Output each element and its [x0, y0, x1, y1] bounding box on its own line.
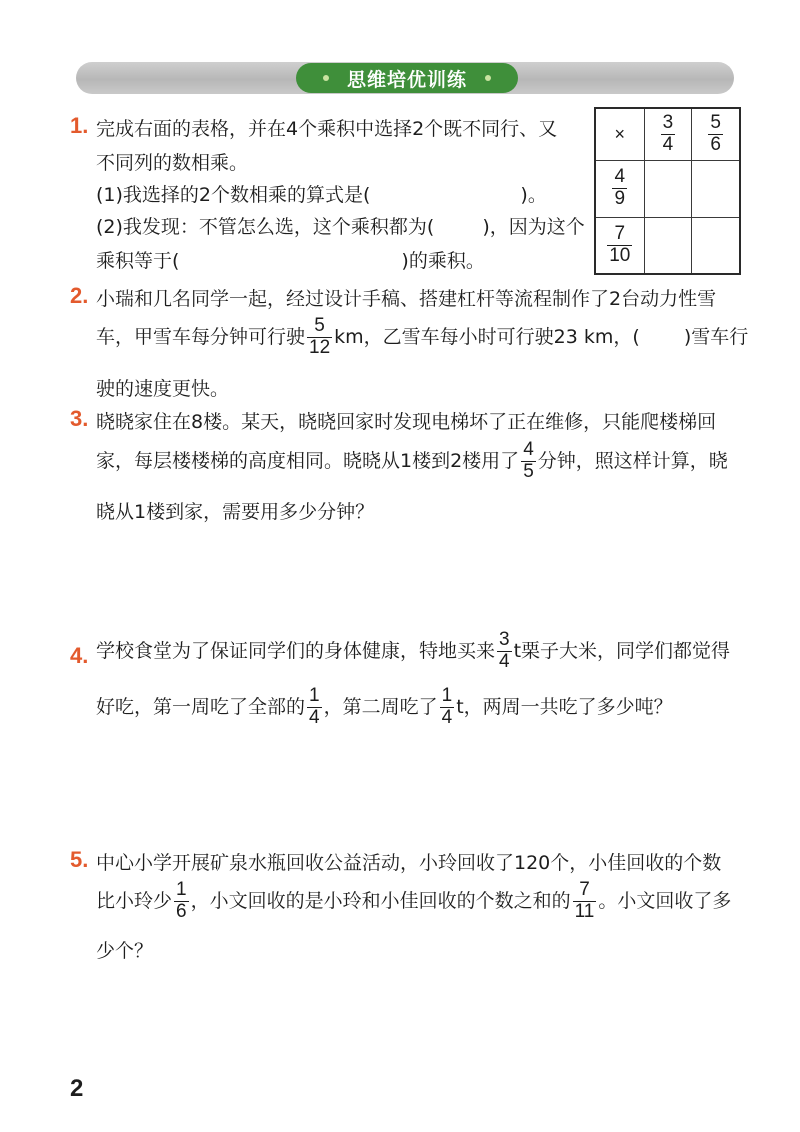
fraction-denominator: 5	[523, 460, 534, 482]
q4-line-1	[96, 630, 730, 673]
page-number: 2	[70, 1075, 84, 1102]
q4-line-2-end: t，两周一共吃了多少吨？	[456, 695, 673, 718]
table-row-header-2	[595, 217, 644, 274]
q5-line-3: 少个？	[96, 940, 154, 962]
q2-line-2-text: 车，甲雪车每分钟可行驶	[96, 325, 306, 348]
q1-sub-2	[96, 212, 585, 239]
fraction	[708, 113, 723, 156]
fraction-numerator: 7	[607, 224, 632, 246]
fraction	[174, 880, 189, 923]
fraction-numerator: 1	[441, 685, 453, 706]
q4-line-2-text: ，第二周吃了	[323, 695, 438, 718]
fraction-denominator: 10	[609, 244, 631, 266]
question-number: 5.	[70, 847, 89, 872]
q4-line-2	[96, 686, 673, 729]
q5-line-2-end: 。小文回收了多	[598, 889, 732, 912]
table-answer-cell[interactable]	[692, 217, 740, 274]
fraction-denominator: 6	[710, 133, 721, 155]
fraction-numerator: 5	[710, 111, 721, 133]
fraction	[612, 167, 627, 210]
fraction	[307, 686, 322, 729]
q1-sub-1-text: (1)我选择的2个数相乘的算式是(	[96, 184, 371, 206]
q4-line-2-text: 好吃，第一周吃了全部的	[96, 695, 306, 718]
fraction-denominator: 11	[574, 900, 595, 922]
section-title: 思维培优训练	[346, 68, 467, 91]
bullet-icon	[323, 75, 329, 81]
q2-line-2-text: km，乙雪车每小时可行驶23 km，(	[334, 325, 640, 348]
q1-sub-1	[96, 180, 547, 207]
bullet-icon	[485, 75, 491, 81]
fraction-denominator: 12	[309, 336, 331, 358]
q3-line-2-text: 家，每层楼楼梯的高度相同。晓晓从1楼到2楼用了	[96, 449, 520, 472]
q3-line-2	[96, 440, 728, 483]
fraction-numerator: 7	[573, 880, 597, 902]
table-row-header-1	[595, 160, 644, 217]
q3-line-2-end: 分钟，照这样计算，晓	[537, 449, 728, 472]
q4-line-1-text: 学校食堂为了保证同学们的身体健康，特地买来	[96, 639, 496, 662]
table-answer-cell[interactable]	[644, 217, 692, 274]
fraction	[573, 880, 597, 923]
fraction	[607, 224, 632, 267]
fraction-numerator: 5	[307, 316, 332, 338]
q1-sub-2-text: (2)我发现：不管怎么选，这个乘积都为(	[96, 216, 435, 238]
fraction	[661, 113, 676, 156]
fraction	[440, 686, 455, 729]
fraction-numerator: 3	[499, 629, 510, 650]
multiplication-table	[594, 107, 741, 275]
fraction-denominator: 9	[614, 188, 626, 209]
q5-line-2-text: ，小文回收的是小玲和小佳回收的个数之和的	[190, 889, 571, 912]
fraction	[497, 630, 512, 673]
table-answer-cell[interactable]	[644, 160, 692, 217]
fraction-denominator: 4	[441, 706, 453, 728]
table-corner: ×	[595, 108, 644, 160]
section-banner	[296, 63, 518, 93]
q3-line-1: 晓晓家住在8楼。某天，晓晓回家时发现电梯坏了正在维修，只能爬楼梯回	[96, 411, 717, 433]
q2-line-3: 驶的速度更快。	[96, 378, 230, 400]
fraction-denominator: 4	[309, 706, 320, 728]
fraction-numerator: 1	[309, 685, 320, 706]
fraction	[307, 316, 332, 359]
q1-line-1: 完成右面的表格，并在4个乘积中选择2个既不同行、又	[96, 118, 558, 140]
question-number: 3.	[70, 406, 89, 431]
fraction-numerator: 4	[523, 439, 534, 460]
fraction-denominator: 4	[499, 650, 510, 672]
q5-line-2	[96, 880, 731, 923]
question-number: 4.	[70, 643, 89, 668]
q1-line-2: 不同列的数相乘。	[96, 152, 249, 174]
question-number: 1.	[70, 113, 89, 138]
q4-line-1-end: t栗子大米，同学们都觉得	[513, 639, 731, 662]
q1-sub-2-end: )，因为这个	[482, 216, 585, 238]
table-answer-cell[interactable]	[692, 160, 740, 217]
q2-line-1: 小瑞和几名同学一起，经过设计手稿、搭建杠杆等流程制作了2台动力性雪	[96, 288, 717, 310]
fraction	[521, 440, 536, 483]
fraction-numerator: 1	[176, 879, 187, 900]
q5-line-2-text: 比小玲少	[96, 889, 173, 912]
q5-line-1: 中心小学开展矿泉水瓶回收公益活动，小玲回收了120个，小佳回收的个数	[96, 852, 722, 874]
q1-sub-1-end: )。	[520, 184, 547, 206]
q3-line-3: 晓从1楼到家，需要用多少分钟？	[96, 501, 375, 523]
table-col-header-2	[692, 108, 740, 160]
q1-sub-3-end: )的乘积。	[401, 250, 485, 272]
fraction-denominator: 6	[176, 900, 187, 922]
fraction-numerator: 4	[614, 166, 626, 188]
fraction-numerator: 3	[662, 111, 674, 133]
q1-sub-3	[96, 246, 485, 273]
q2-line-2-end: )雪车行	[683, 325, 749, 348]
fraction-denominator: 4	[662, 133, 674, 155]
q1-sub-3-text: 乘积等于(	[96, 250, 180, 272]
question-number: 2.	[70, 283, 89, 308]
q2-line-2	[96, 316, 748, 359]
table-col-header-1	[644, 108, 692, 160]
